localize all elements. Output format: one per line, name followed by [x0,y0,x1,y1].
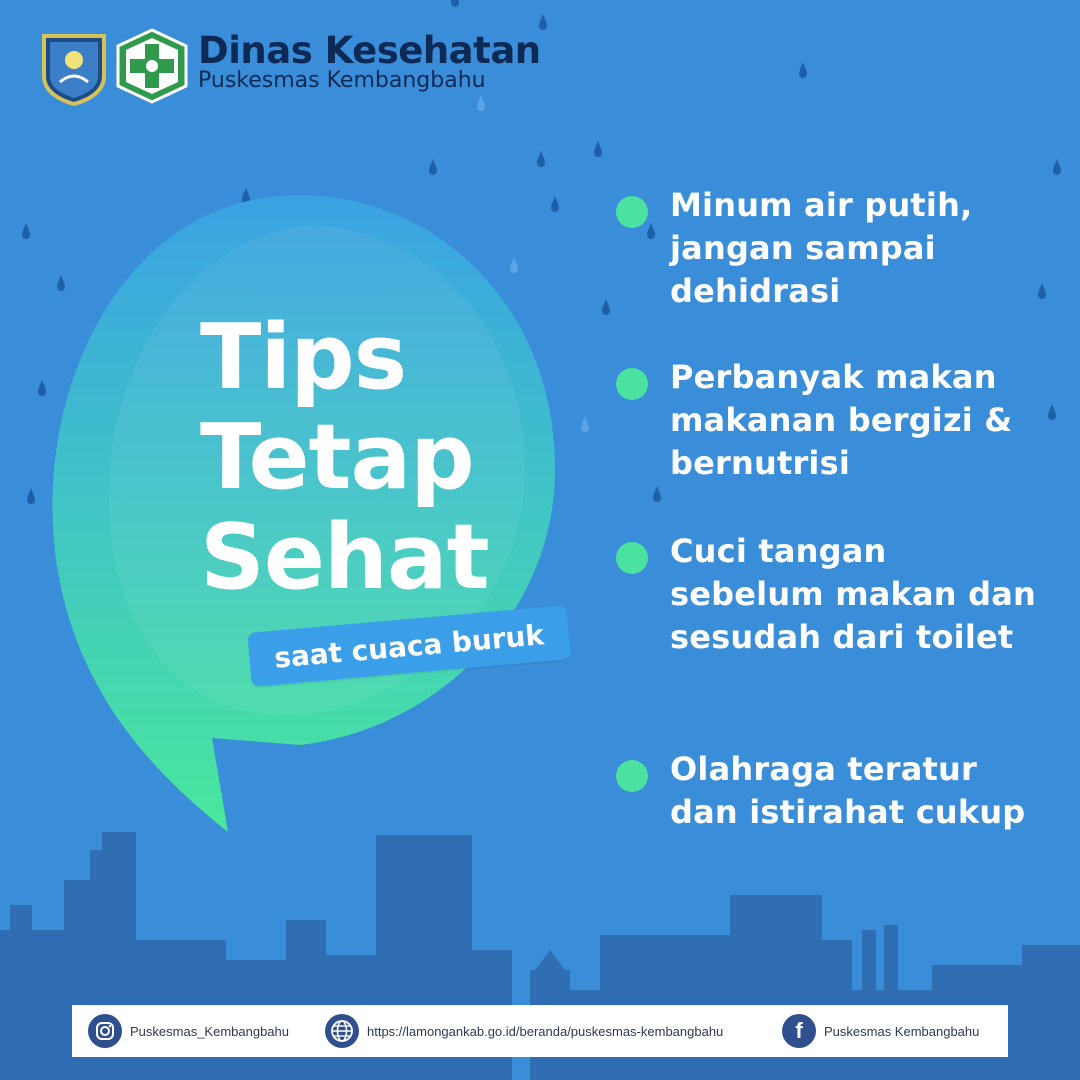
instagram-handle: Puskesmas_Kembangbahu [130,1023,289,1039]
globe-icon [325,1014,359,1048]
facebook-icon: f [782,1014,816,1048]
tip-text: Minum air putih, jangan sampai dehidrasi [670,186,973,310]
tip-text: Olahraga teratur dan istirahat cukup [670,750,1026,831]
hero-title-line: Tetap [200,405,474,510]
footer-instagram[interactable] [88,1005,289,1057]
hero-title-line: Tips [200,305,407,410]
subtitle-text: saat cuaca buruk [272,617,546,675]
footer-facebook[interactable] [782,1005,979,1057]
instagram-icon [88,1014,122,1048]
header-subtitle: Puskesmas Kembangbahu [198,68,486,93]
website-url: https://lamongankab.go.id/beranda/puskesmas-kembangbahu [367,1023,724,1039]
hero-title-line: Sehat [200,505,489,610]
facebook-page: Puskesmas Kembangbahu [824,1023,980,1039]
footer-bar [72,1005,1008,1057]
header-title: Dinas Kesehatan [198,29,541,72]
bullet-dot-icon [616,368,648,400]
bullet-dot-icon [616,196,648,228]
bullet-dot-icon [616,542,648,574]
hero-title [200,305,560,610]
tip-text: Cuci tangan sebelum makan dan sesudah dari toilet [670,532,1037,656]
bullet-dot-icon [616,760,648,792]
regency-emblem-icon [40,30,108,106]
footer-website[interactable] [325,1005,723,1057]
health-cross-icon [116,28,188,104]
tip-text: Perbanyak makan makanan bergizi & bernutrisi [670,358,1013,482]
